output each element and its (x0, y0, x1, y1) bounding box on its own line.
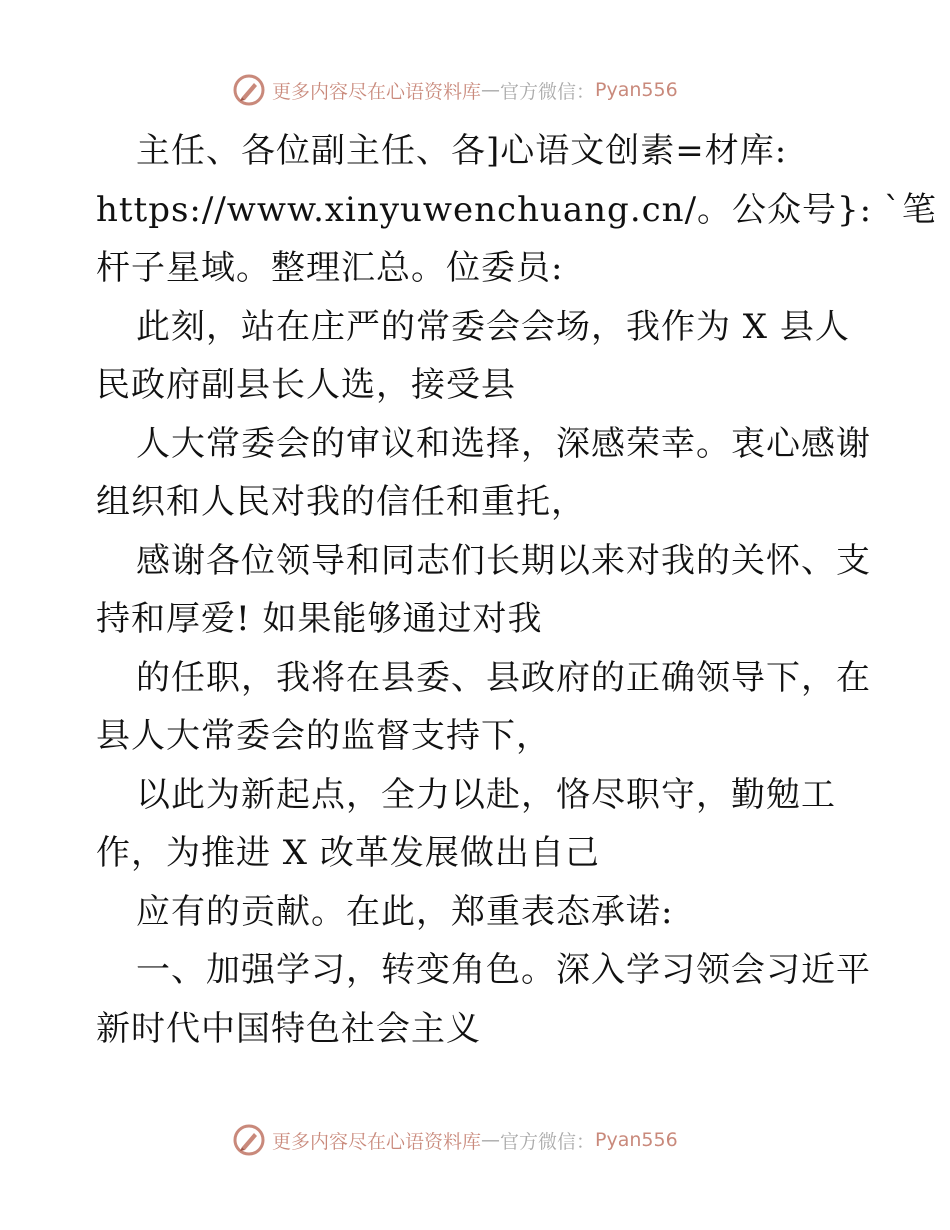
watermark-wechat-id: Pyan556 (595, 79, 678, 101)
watermark-wechat-id: Pyan556 (595, 1129, 678, 1151)
watermark-wechat-label: 官方微信： (500, 80, 596, 103)
body-line: 作，为推进 X 改革发展做出自己 (96, 833, 600, 873)
body-line: 杆子星域。整理汇总。位委员: (96, 248, 564, 288)
body-line: 持和厚爱! 如果能够通过对我 (96, 599, 543, 639)
pen-logo-icon (232, 73, 266, 107)
body-line: 民政府副县长人选，接受县 (96, 365, 516, 405)
watermark-brand: 更多内容尽在心语资料库 (272, 80, 482, 103)
watermark-separator: — (481, 79, 501, 101)
body-line: 县人大常委会的监督支持下， (96, 716, 551, 756)
watermark-wechat-label: 官方微信： (500, 1130, 596, 1153)
body-line: 以此为新起点，全力以赴，恪尽职守，勤勉工 (136, 774, 836, 815)
header-watermark (232, 70, 752, 110)
body-line: 人大常委会的审议和选择，深感荣幸。衷心感谢 (136, 423, 871, 464)
body-line: 此刻，站在庄严的常委会会场，我作为 X 县人 (136, 306, 850, 347)
body-line: 的任职，我将在县委、县政府的正确领导下，在 (136, 657, 871, 698)
pen-logo-icon (232, 1123, 266, 1157)
body-line: 主任、各位副主任、各]心语文创素=材库: (136, 131, 788, 171)
body-line: 新时代中国特色社会主义 (96, 1008, 481, 1049)
body-line: https://www.xinyuwenchuang.cn/。公众号}: `笔 (96, 189, 937, 230)
body-line: 组织和人民对我的信任和重托， (96, 482, 586, 522)
watermark-separator: — (481, 1129, 501, 1151)
body-line: 感谢各位领导和同志们长期以来对我的关怀、支 (136, 540, 871, 581)
body-line: 应有的贡献。在此，郑重表态承诺: (136, 891, 674, 932)
body-line: 一、加强学习，转变角色。深入学习领会习近平 (136, 950, 871, 990)
footer-watermark (232, 1120, 752, 1160)
document-body (96, 122, 937, 1058)
watermark-brand: 更多内容尽在心语资料库 (272, 1130, 482, 1153)
